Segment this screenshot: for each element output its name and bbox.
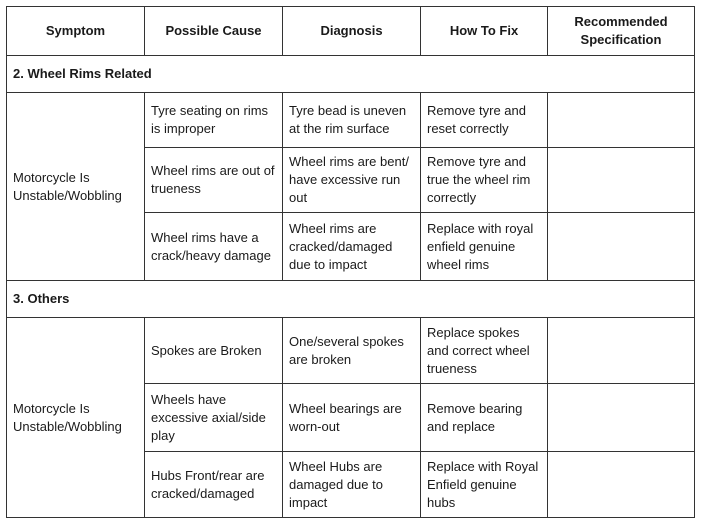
section-title-wheel-rims: 2. Wheel Rims Related: [7, 56, 695, 93]
cause-cell: Spokes are Broken: [145, 318, 283, 384]
cause-cell: Hubs Front/rear are cracked/damaged: [145, 452, 283, 518]
diagnosis-cell: Wheel bearings are worn-out: [283, 384, 421, 452]
fix-cell: Replace with royal enfield genuine wheel rims: [421, 213, 548, 281]
header-how-to-fix: How To Fix: [421, 7, 548, 56]
fix-cell: Remove tyre and reset correctly: [421, 93, 548, 148]
symptom-cell: Motorcycle Is Unstable/Wobbling: [7, 93, 145, 281]
fix-cell: Remove bearing and replace: [421, 384, 548, 452]
section-title-row: [7, 281, 695, 318]
spec-cell: [548, 213, 695, 281]
cause-cell: Wheel rims are out of trueness: [145, 148, 283, 213]
diagnosis-cell: Wheel rims are bent/ have excessive run out: [283, 148, 421, 213]
header-symptom: Symptom: [7, 7, 145, 56]
header-possible-cause: Possible Cause: [145, 7, 283, 56]
diagnosis-cell: Tyre bead is uneven at the rim surface: [283, 93, 421, 148]
symptom-cell: Motorcycle Is Unstable/Wobbling: [7, 318, 145, 518]
section-title-others: 3. Others: [7, 281, 695, 318]
fix-cell: Replace with Royal Enfield genuine hubs: [421, 452, 548, 518]
spec-cell: [548, 318, 695, 384]
header-row: [7, 7, 695, 56]
cause-cell: Wheel rims have a crack/heavy damage: [145, 213, 283, 281]
spec-cell: [548, 93, 695, 148]
diagnosis-cell: One/several spokes are broken: [283, 318, 421, 384]
header-recommended-specification: [548, 7, 695, 56]
fix-cell: Remove tyre and true the wheel rim correctly: [421, 148, 548, 213]
diagnosis-cell: Wheel rims are cracked/damaged due to impact: [283, 213, 421, 281]
diagnosis-cell: Wheel Hubs are damaged due to impact: [283, 452, 421, 518]
header-spec-line1: Recommended: [574, 14, 668, 29]
header-diagnosis: Diagnosis: [283, 7, 421, 56]
table-row: [7, 93, 695, 148]
table-row: [7, 318, 695, 384]
fix-cell: Replace spokes and correct wheel trueness: [421, 318, 548, 384]
troubleshooting-table: [6, 6, 695, 518]
cause-cell: Tyre seating on rims is improper: [145, 93, 283, 148]
spec-cell: [548, 148, 695, 213]
spec-cell: [548, 452, 695, 518]
section-title-row: [7, 56, 695, 93]
cause-cell: Wheels have excessive axial/side play: [145, 384, 283, 452]
header-spec-line2: Specification: [580, 32, 662, 47]
spec-cell: [548, 384, 695, 452]
